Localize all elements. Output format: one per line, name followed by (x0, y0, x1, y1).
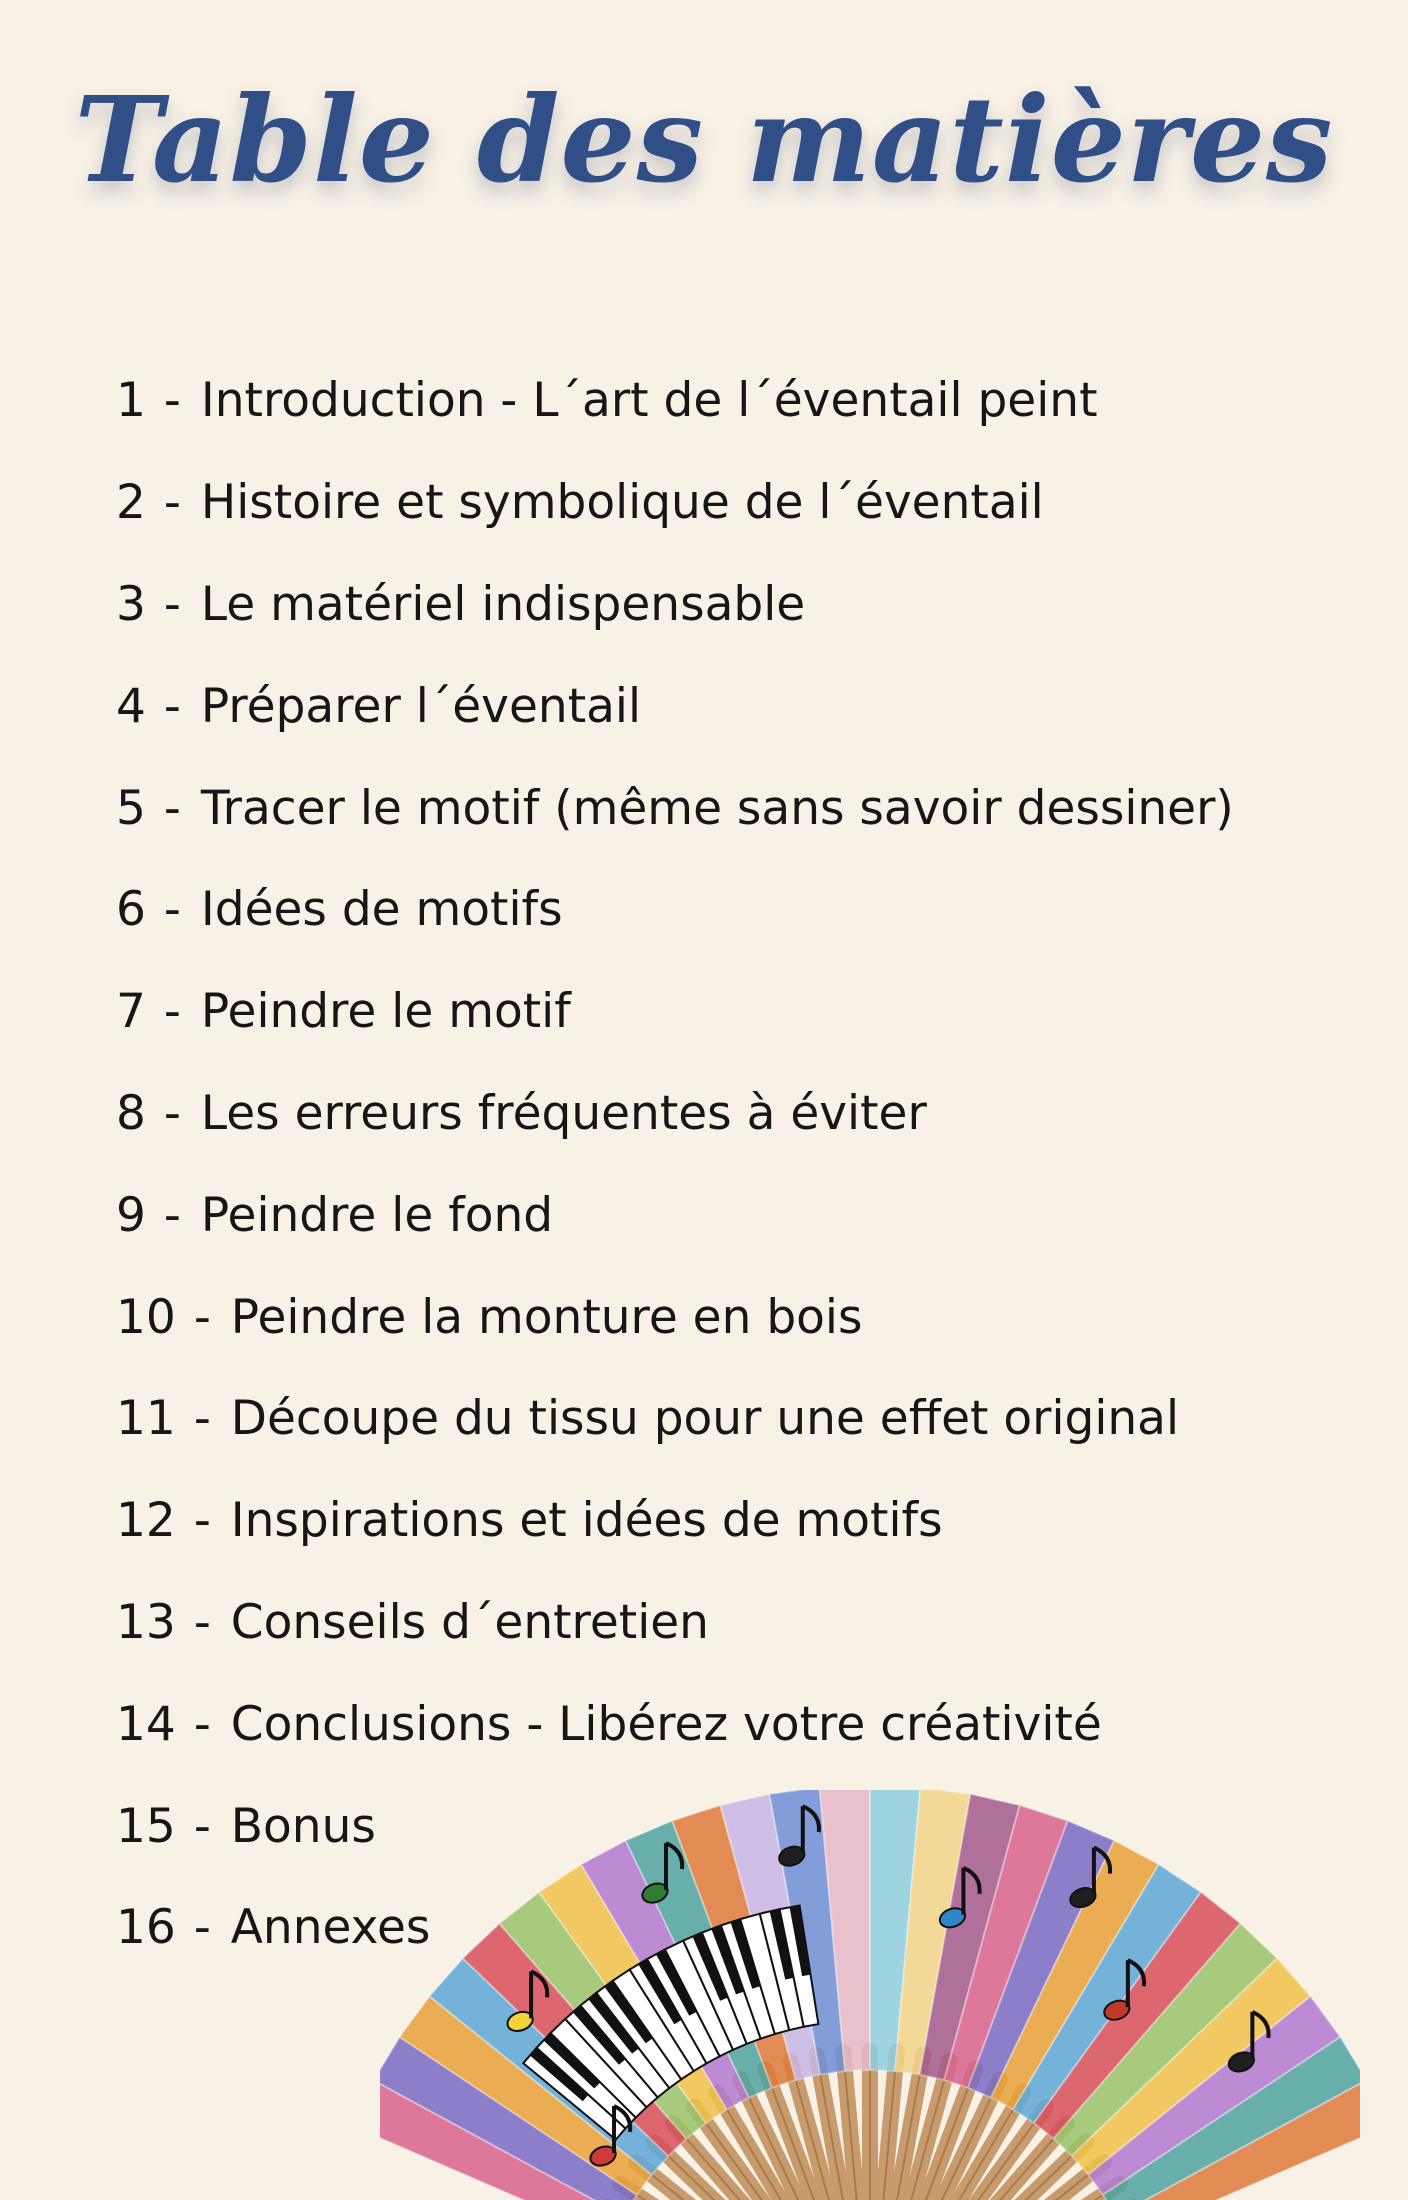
toc-item-separator: - (163, 373, 181, 429)
toc-item-number: 1 (116, 373, 146, 429)
toc-item-4[interactable] (116, 655, 1234, 757)
toc-item-number: 4 (116, 678, 146, 734)
toc-item-separator: - (163, 475, 181, 531)
toc-item-label: Peindre la monture en bois (230, 1289, 863, 1345)
toc-item-number: 7 (116, 984, 146, 1040)
toc-item-3[interactable] (116, 554, 1234, 656)
toc-item-label: Histoire et symbolique de l´éventail (200, 475, 1044, 531)
toc-item-10[interactable] (116, 1266, 1234, 1368)
toc-item-number: 13 (116, 1594, 176, 1650)
toc-item-label: Peindre le motif (200, 984, 571, 1040)
toc-item-label: Inspirations et idées de motifs (230, 1493, 943, 1549)
toc-item-number: 10 (116, 1289, 176, 1345)
toc-item-separator: - (163, 1187, 181, 1243)
toc-item-separator: - (193, 1289, 211, 1345)
toc-item-7[interactable] (116, 961, 1234, 1063)
toc-item-label: Découpe du tissu pour une effet original (230, 1391, 1180, 1447)
toc-item-11[interactable] (116, 1368, 1234, 1470)
toc-item-9[interactable] (116, 1164, 1234, 1266)
toc-item-label: Tracer le motif (même sans savoir dessiner) (200, 780, 1234, 836)
toc-item-separator: - (193, 1391, 211, 1447)
toc-item-number: 6 (116, 882, 146, 938)
toc-item-number: 14 (116, 1696, 176, 1752)
toc-item-number: 15 (116, 1798, 176, 1854)
toc-item-separator: - (163, 1085, 181, 1141)
toc-item-label: Préparer l´éventail (200, 678, 642, 734)
toc-item-12[interactable] (116, 1470, 1234, 1572)
toc-item-separator: - (193, 1696, 211, 1752)
toc-item-separator: - (193, 1493, 211, 1549)
toc-item-number: 9 (116, 1187, 146, 1243)
toc-item-separator: - (163, 678, 181, 734)
toc-item-label: Le matériel indispensable (200, 576, 806, 632)
toc-item-separator: - (193, 1798, 211, 1854)
toc-item-number: 5 (116, 780, 146, 836)
toc-item-label: Introduction - L´art de l´éventail peint (200, 373, 1098, 429)
toc-item-label: Peindre le fond (200, 1187, 554, 1243)
toc-item-14[interactable] (116, 1673, 1234, 1775)
toc-item-label: Conclusions - Libérez votre créativité (230, 1696, 1102, 1752)
toc-item-6[interactable] (116, 859, 1234, 961)
toc-list (116, 350, 1234, 1979)
toc-item-separator: - (163, 882, 181, 938)
toc-item-number: 8 (116, 1085, 146, 1141)
toc-item-label: Idées de motifs (200, 882, 563, 938)
toc-item-label: Bonus (230, 1798, 376, 1854)
toc-item-separator: - (163, 984, 181, 1040)
toc-item-label: Les erreurs fréquentes à éviter (200, 1085, 927, 1141)
toc-item-5[interactable] (116, 757, 1234, 859)
page-title: Table des matières (74, 70, 1334, 209)
toc-item-1[interactable] (116, 350, 1234, 452)
toc-item-separator: - (193, 1594, 211, 1650)
toc-item-2[interactable] (116, 452, 1234, 554)
toc-item-label: Conseils d´entretien (230, 1594, 709, 1650)
toc-item-label: Annexes (230, 1900, 431, 1956)
toc-item-separator: - (193, 1900, 211, 1956)
toc-item-8[interactable] (116, 1063, 1234, 1165)
toc-item-separator: - (163, 576, 181, 632)
toc-item-number: 2 (116, 475, 146, 531)
toc-item-number: 12 (116, 1493, 176, 1549)
toc-item-number: 3 (116, 576, 146, 632)
painted-fan-illustration (380, 1790, 1360, 2200)
toc-item-number: 11 (116, 1391, 176, 1447)
toc-item-number: 16 (116, 1900, 176, 1956)
toc-item-13[interactable] (116, 1572, 1234, 1674)
toc-item-separator: - (163, 780, 181, 836)
